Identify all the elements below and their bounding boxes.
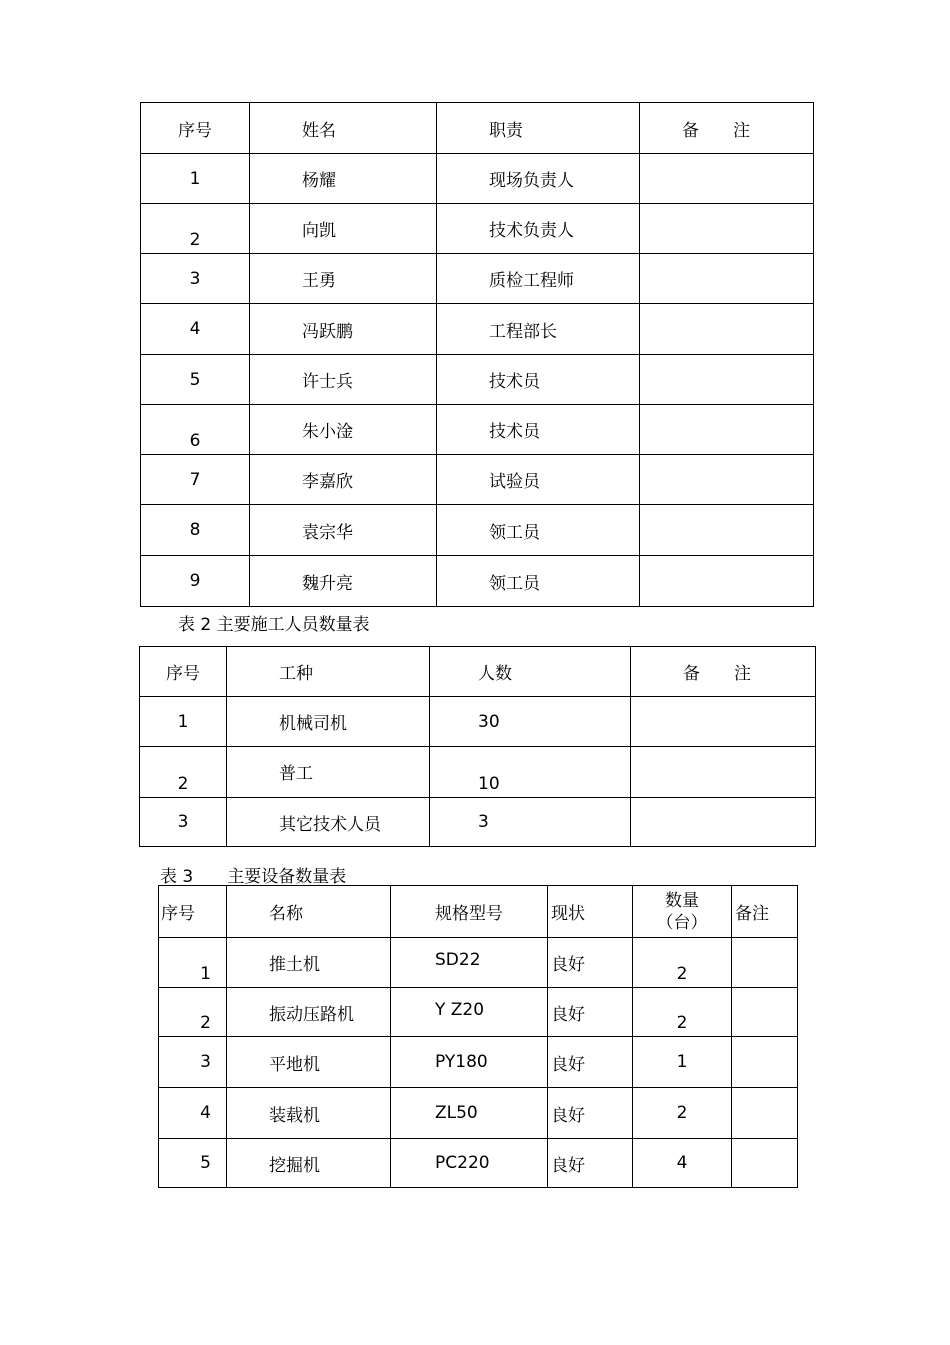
table-row [140,747,816,798]
cell-remark [640,455,814,505]
cell-quantity: 1 [633,1037,732,1088]
table-row [141,355,814,405]
cell-seq: 1 [141,154,250,204]
cell-seq: 4 [159,1088,227,1139]
cell-model: PC220 [391,1139,548,1188]
cell-remark [640,304,814,355]
cell-name: 装载机 [227,1088,391,1139]
cell-duty: 工程部长 [437,304,640,355]
cell-status: 良好 [548,1139,633,1188]
table2-caption: 表 2 主要施工人员数量表 [178,615,370,635]
table-row [159,1037,798,1088]
header-name: 姓名 [250,103,437,154]
cell-count: 10 [430,747,631,798]
cell-remark [732,988,798,1037]
table-row [140,798,816,847]
table-row [141,405,814,455]
cell-seq: 5 [141,355,250,405]
cell-seq: 3 [141,254,250,304]
cell-remark [631,747,816,798]
table-row [141,254,814,304]
table-row [141,556,814,607]
table-row [159,1139,798,1188]
header-quantity-line1: 数量 [665,890,699,911]
header-count: 人数 [430,647,631,697]
cell-count: 30 [430,697,631,747]
cell-seq: 9 [141,556,250,607]
cell-trade: 普工 [227,747,430,798]
header-quantity [633,886,732,938]
cell-duty: 技术负责人 [437,204,640,254]
table-header-row [141,103,814,154]
cell-duty: 技术员 [437,405,640,455]
header-duty: 职责 [437,103,640,154]
cell-name: 振动压路机 [227,988,391,1037]
header-seq: 序号 [140,647,227,697]
cell-model: Y Z20 [391,988,548,1037]
cell-trade: 机械司机 [227,697,430,747]
cell-status: 良好 [548,988,633,1037]
header-quantity-line2: （台） [656,912,708,933]
cell-quantity: 2 [633,988,732,1037]
cell-name: 许士兵 [250,355,437,405]
cell-remark [640,154,814,204]
cell-status: 良好 [548,938,633,988]
cell-remark [732,938,798,988]
cell-duty: 现场负责人 [437,154,640,204]
cell-seq: 8 [141,505,250,556]
cell-seq: 3 [140,798,227,847]
table-row [159,988,798,1037]
cell-seq: 1 [140,697,227,747]
cell-quantity: 2 [633,938,732,988]
cell-remark [640,204,814,254]
cell-status: 良好 [548,1037,633,1088]
cell-quantity: 4 [633,1139,732,1188]
header-remark: 备 注 [631,647,816,697]
cell-remark [631,697,816,747]
header-remark: 备 注 [640,103,814,154]
cell-seq: 2 [141,204,250,254]
cell-seq: 5 [159,1139,227,1188]
table-row [141,204,814,254]
cell-duty: 质检工程师 [437,254,640,304]
table-row [140,697,816,747]
cell-name: 推土机 [227,938,391,988]
cell-seq: 6 [141,405,250,455]
staff-table [140,102,814,607]
table-row [159,1088,798,1139]
equipment-table [158,885,798,1188]
header-trade: 工种 [227,647,430,697]
header-seq: 序号 [141,103,250,154]
header-model: 规格型号 [391,886,548,938]
cell-name: 袁宗华 [250,505,437,556]
table-header-row [140,647,816,697]
cell-seq: 2 [140,747,227,798]
cell-remark [631,798,816,847]
cell-name: 李嘉欣 [250,455,437,505]
workers-table [139,646,816,847]
cell-remark [732,1088,798,1139]
table-row [141,154,814,204]
header-seq: 序号 [159,886,227,938]
cell-remark [732,1037,798,1088]
cell-duty: 领工员 [437,556,640,607]
cell-remark [732,1139,798,1188]
cell-duty: 领工员 [437,505,640,556]
cell-seq: 7 [141,455,250,505]
table-row [141,505,814,556]
cell-seq: 2 [159,988,227,1037]
cell-name: 朱小淦 [250,405,437,455]
cell-trade: 其它技术人员 [227,798,430,847]
cell-duty: 技术员 [437,355,640,405]
cell-quantity: 2 [633,1088,732,1139]
table-row [141,455,814,505]
cell-model: ZL50 [391,1088,548,1139]
header-name: 名称 [227,886,391,938]
table-row [159,938,798,988]
cell-name: 挖掘机 [227,1139,391,1188]
header-remark: 备注 [732,886,798,938]
cell-name: 冯跃鹏 [250,304,437,355]
cell-remark [640,254,814,304]
cell-name: 王勇 [250,254,437,304]
cell-name: 魏升亮 [250,556,437,607]
cell-status: 良好 [548,1088,633,1139]
table3-caption: 表 3 主要设备数量表 [160,867,347,887]
cell-seq: 4 [141,304,250,355]
cell-remark [640,355,814,405]
cell-remark [640,405,814,455]
cell-seq: 1 [159,938,227,988]
cell-remark [640,556,814,607]
table-row [141,304,814,355]
cell-name: 平地机 [227,1037,391,1088]
cell-count: 3 [430,798,631,847]
cell-seq: 3 [159,1037,227,1088]
cell-duty: 试验员 [437,455,640,505]
cell-name: 向凯 [250,204,437,254]
header-status: 现状 [548,886,633,938]
cell-model: PY180 [391,1037,548,1088]
table-header-row [159,886,798,938]
cell-remark [640,505,814,556]
cell-model: SD22 [391,938,548,988]
cell-name: 杨耀 [250,154,437,204]
